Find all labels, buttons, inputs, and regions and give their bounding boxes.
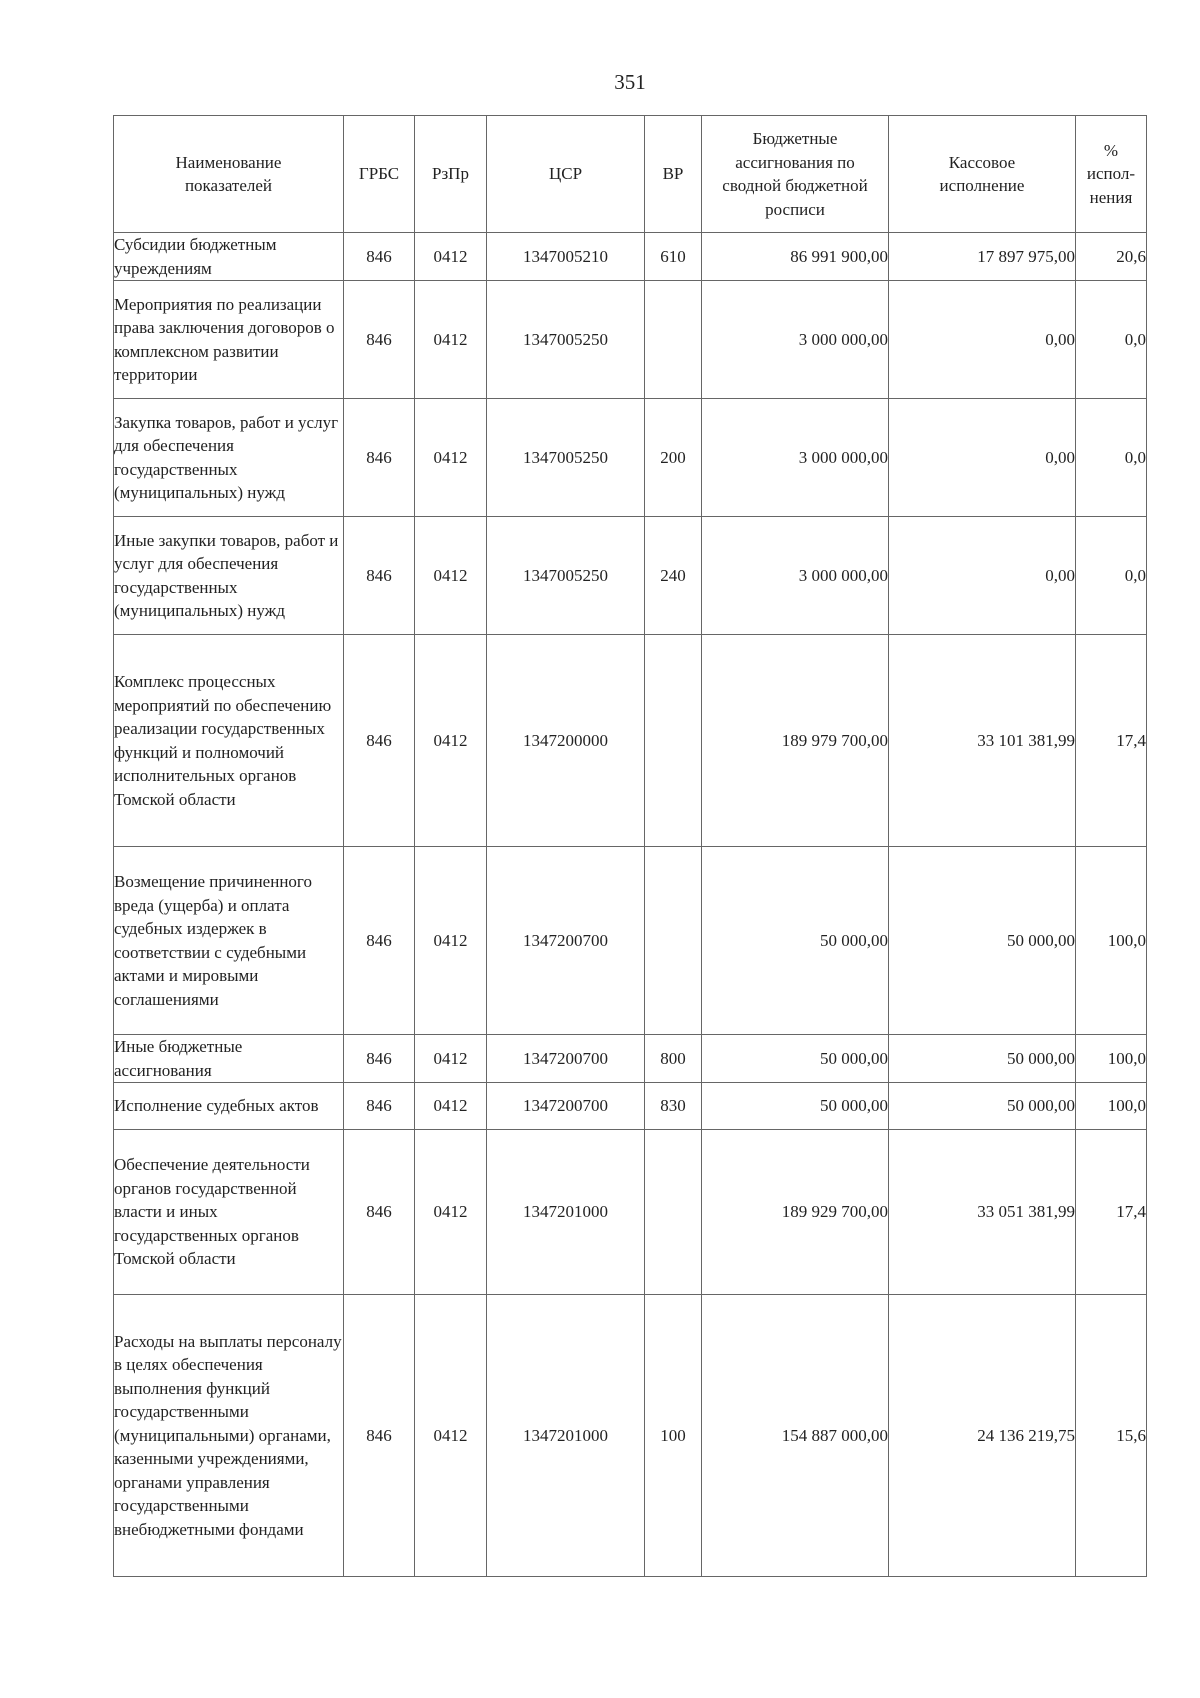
- row-csr: 1347005250: [487, 281, 645, 399]
- row-assignments: 50 000,00: [702, 1083, 889, 1130]
- row-name: Исполнение судебных актов: [114, 1083, 344, 1130]
- table-header-row: [114, 116, 1147, 233]
- row-rzpr: 0412: [415, 1083, 487, 1130]
- table-row: [114, 1083, 1147, 1130]
- row-percent: 17,4: [1076, 635, 1147, 847]
- table-row: [114, 847, 1147, 1035]
- table-row: [114, 1130, 1147, 1295]
- row-vr: [645, 635, 702, 847]
- row-csr: 1347200000: [487, 635, 645, 847]
- row-cash-execution: 50 000,00: [889, 847, 1076, 1035]
- row-name: Закупка товаров, работ и услуг для обеспечения государственных (муниципальных) нужд: [114, 399, 344, 517]
- row-grbs: 846: [344, 1130, 415, 1295]
- row-csr: 1347005250: [487, 399, 645, 517]
- row-vr: 610: [645, 233, 702, 281]
- row-percent: 100,0: [1076, 1035, 1147, 1083]
- row-assignments: 50 000,00: [702, 1035, 889, 1083]
- row-grbs: 846: [344, 399, 415, 517]
- row-name: Обеспечение деятельности органов государственной власти и иных государственных органов Томской области: [114, 1130, 344, 1295]
- row-cash-execution: 0,00: [889, 399, 1076, 517]
- table-row: [114, 281, 1147, 399]
- row-assignments: 50 000,00: [702, 847, 889, 1035]
- row-assignments: 189 929 700,00: [702, 1130, 889, 1295]
- row-name: Расходы на выплаты персоналу в целях обеспечения выполнения функций государственными (муниципальными) органами, казенными учреждениями, органами управления государственными внебюджетными фондами: [114, 1295, 344, 1577]
- row-name: Комплекс процессных мероприятий по обеспечению реализации государственных функций и полномочий исполнительных органов Томской области: [114, 635, 344, 847]
- row-vr: 200: [645, 399, 702, 517]
- row-assignments: 3 000 000,00: [702, 281, 889, 399]
- row-csr: 1347200700: [487, 847, 645, 1035]
- row-csr: 1347200700: [487, 1035, 645, 1083]
- row-rzpr: 0412: [415, 233, 487, 281]
- row-csr: 1347200700: [487, 1083, 645, 1130]
- row-cash-execution: 24 136 219,75: [889, 1295, 1076, 1577]
- header-rzpr: РзПр: [415, 116, 487, 233]
- table-row: [114, 233, 1147, 281]
- row-vr: [645, 847, 702, 1035]
- row-percent: 17,4: [1076, 1130, 1147, 1295]
- row-rzpr: 0412: [415, 1130, 487, 1295]
- row-percent: 0,0: [1076, 281, 1147, 399]
- row-rzpr: 0412: [415, 847, 487, 1035]
- row-name: Иные бюджетные ассигнования: [114, 1035, 344, 1083]
- row-cash-execution: 50 000,00: [889, 1035, 1076, 1083]
- row-vr: 240: [645, 517, 702, 635]
- row-percent: 15,6: [1076, 1295, 1147, 1577]
- table-row: [114, 399, 1147, 517]
- row-csr: 1347201000: [487, 1130, 645, 1295]
- row-grbs: 846: [344, 281, 415, 399]
- page-number: 351: [614, 70, 646, 94]
- row-name: Иные закупки товаров, работ и услуг для обеспечения государственных (муниципальных) нужд: [114, 517, 344, 635]
- row-rzpr: 0412: [415, 399, 487, 517]
- table-row: [114, 1035, 1147, 1083]
- row-csr: 1347005250: [487, 517, 645, 635]
- budget-execution-table: [113, 115, 1147, 1577]
- row-rzpr: 0412: [415, 635, 487, 847]
- row-percent: 20,6: [1076, 233, 1147, 281]
- header-csr: ЦСР: [487, 116, 645, 233]
- row-vr: [645, 1130, 702, 1295]
- row-rzpr: 0412: [415, 517, 487, 635]
- row-assignments: 3 000 000,00: [702, 517, 889, 635]
- row-cash-execution: 50 000,00: [889, 1083, 1076, 1130]
- table-row: [114, 1295, 1147, 1577]
- row-grbs: 846: [344, 1083, 415, 1130]
- row-percent: 0,0: [1076, 399, 1147, 517]
- header-grbs: ГРБС: [344, 116, 415, 233]
- row-name: Субсидии бюджетным учреждениям: [114, 233, 344, 281]
- table-row: [114, 635, 1147, 847]
- row-csr: 1347005210: [487, 233, 645, 281]
- row-cash-execution: 0,00: [889, 517, 1076, 635]
- row-rzpr: 0412: [415, 281, 487, 399]
- row-percent: 100,0: [1076, 847, 1147, 1035]
- row-vr: 800: [645, 1035, 702, 1083]
- header-percent-execution: % испол-нения: [1076, 116, 1147, 233]
- row-vr: 100: [645, 1295, 702, 1577]
- row-percent: 100,0: [1076, 1083, 1147, 1130]
- row-csr: 1347201000: [487, 1295, 645, 1577]
- row-cash-execution: 33 101 381,99: [889, 635, 1076, 847]
- row-assignments: 86 991 900,00: [702, 233, 889, 281]
- row-grbs: 846: [344, 1035, 415, 1083]
- row-grbs: 846: [344, 1295, 415, 1577]
- row-assignments: 154 887 000,00: [702, 1295, 889, 1577]
- header-name: Наименование показателей: [114, 116, 344, 233]
- row-percent: 0,0: [1076, 517, 1147, 635]
- row-cash-execution: 17 897 975,00: [889, 233, 1076, 281]
- row-assignments: 189 979 700,00: [702, 635, 889, 847]
- row-name: Мероприятия по реализации права заключения договоров о комплексном развитии территории: [114, 281, 344, 399]
- row-rzpr: 0412: [415, 1035, 487, 1083]
- row-rzpr: 0412: [415, 1295, 487, 1577]
- row-cash-execution: 0,00: [889, 281, 1076, 399]
- row-cash-execution: 33 051 381,99: [889, 1130, 1076, 1295]
- row-name: Возмещение причиненного вреда (ущерба) и оплата судебных издержек в соответствии с судебными актами и мировыми соглашениями: [114, 847, 344, 1035]
- row-assignments: 3 000 000,00: [702, 399, 889, 517]
- table-row: [114, 517, 1147, 635]
- header-vr: ВР: [645, 116, 702, 233]
- row-vr: 830: [645, 1083, 702, 1130]
- row-grbs: 846: [344, 847, 415, 1035]
- row-grbs: 846: [344, 517, 415, 635]
- row-vr: [645, 281, 702, 399]
- header-assignments: Бюджетные ассигнования по сводной бюджетной росписи: [702, 116, 889, 233]
- header-cash-execution: Кассовое исполнение: [889, 116, 1076, 233]
- row-grbs: 846: [344, 635, 415, 847]
- row-grbs: 846: [344, 233, 415, 281]
